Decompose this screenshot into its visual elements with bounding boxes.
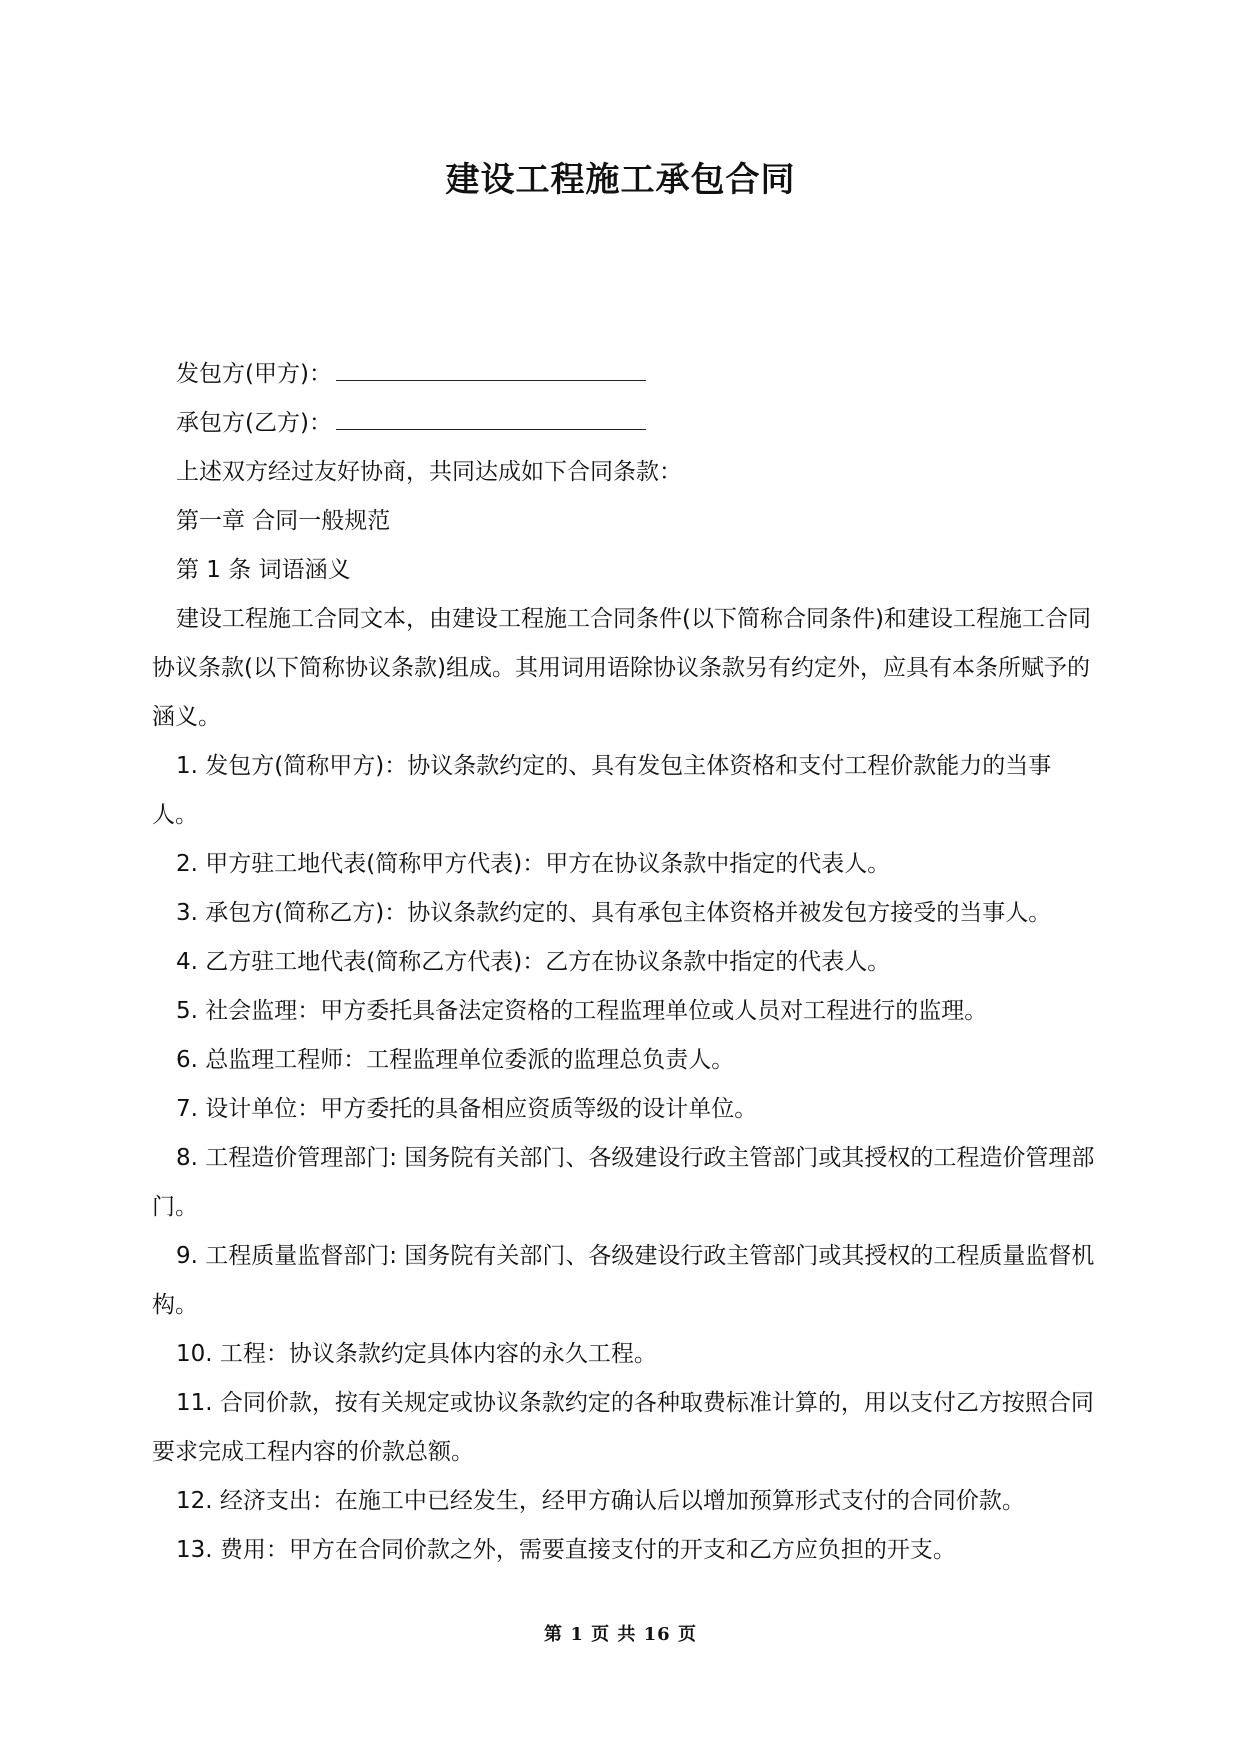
paragraph: 建设工程施工合同文本，由建设工程施工合同条件(以下简称合同条件)和建设工程施工合同协议条款(以下简称协议条款)组成。其用词用语除协议条款另有约定外，应具有本条所赋予的涵义。	[152, 606, 1091, 730]
chapter-heading: 第一章 合同一般规范	[176, 508, 391, 534]
list-item: 2. 甲方驻工地代表(简称甲方代表)：甲方在协议条款中指定的代表人。	[176, 851, 891, 877]
party-a-line	[152, 350, 1097, 399]
list-item: 4. 乙方驻工地代表(简称乙方代表)：乙方在协议条款中指定的代表人。	[176, 949, 891, 975]
party-b-blank	[336, 407, 646, 430]
intro-text: 上述双方经过友好协商，共同达成如下合同条款：	[176, 459, 682, 485]
list-item: 5. 社会监理：甲方委托具备法定资格的工程监理单位或人员对工程进行的监理。	[176, 998, 988, 1024]
list-item: 3. 承包方(简称乙方)：协议条款约定的、具有承包主体资格并被发包方接受的当事人。	[176, 900, 1052, 926]
list-item: 11. 合同价款，按有关规定或协议条款约定的各种取费标准计算的，用以支付乙方按照合同要求完成工程内容的价款总额。	[152, 1390, 1094, 1465]
page-number-footer: 第 1 页 共 16 页	[544, 1624, 697, 1645]
list-item: 12. 经济支出：在施工中已经发生，经甲方确认后以增加预算形式支付的合同价款。	[176, 1488, 1025, 1514]
list-item: 8. 工程造价管理部门: 国务院有关部门、各级建设行政主管部门或其授权的工程造价管理部门。	[152, 1145, 1095, 1220]
list-item: 9. 工程质量监督部门: 国务院有关部门、各级建设行政主管部门或其授权的工程质量监督机构。	[152, 1243, 1095, 1318]
document-body	[152, 350, 1097, 1575]
list-item: 13. 费用：甲方在合同价款之外，需要直接支付的开支和乙方应负担的开支。	[176, 1537, 956, 1563]
document-title: 建设工程施工承包合同	[445, 160, 796, 200]
list-item: 10. 工程：协议条款约定具体内容的永久工程。	[176, 1341, 657, 1367]
party-b-line	[152, 399, 1097, 448]
article-heading: 第 1 条 词语涵义	[176, 557, 351, 583]
list-item: 1. 发包方(简称甲方)：协议条款约定的、具有发包主体资格和支付工程价款能力的当事人。	[152, 753, 1052, 828]
party-b-label: 承包方(乙方)：	[176, 410, 332, 436]
list-item: 6. 总监理工程师：工程监理单位委派的监理总负责人。	[176, 1047, 735, 1073]
party-a-label: 发包方(甲方)：	[176, 361, 332, 387]
party-a-blank	[336, 358, 646, 381]
list-item: 7. 设计单位：甲方委托的具备相应资质等级的设计单位。	[176, 1096, 758, 1122]
